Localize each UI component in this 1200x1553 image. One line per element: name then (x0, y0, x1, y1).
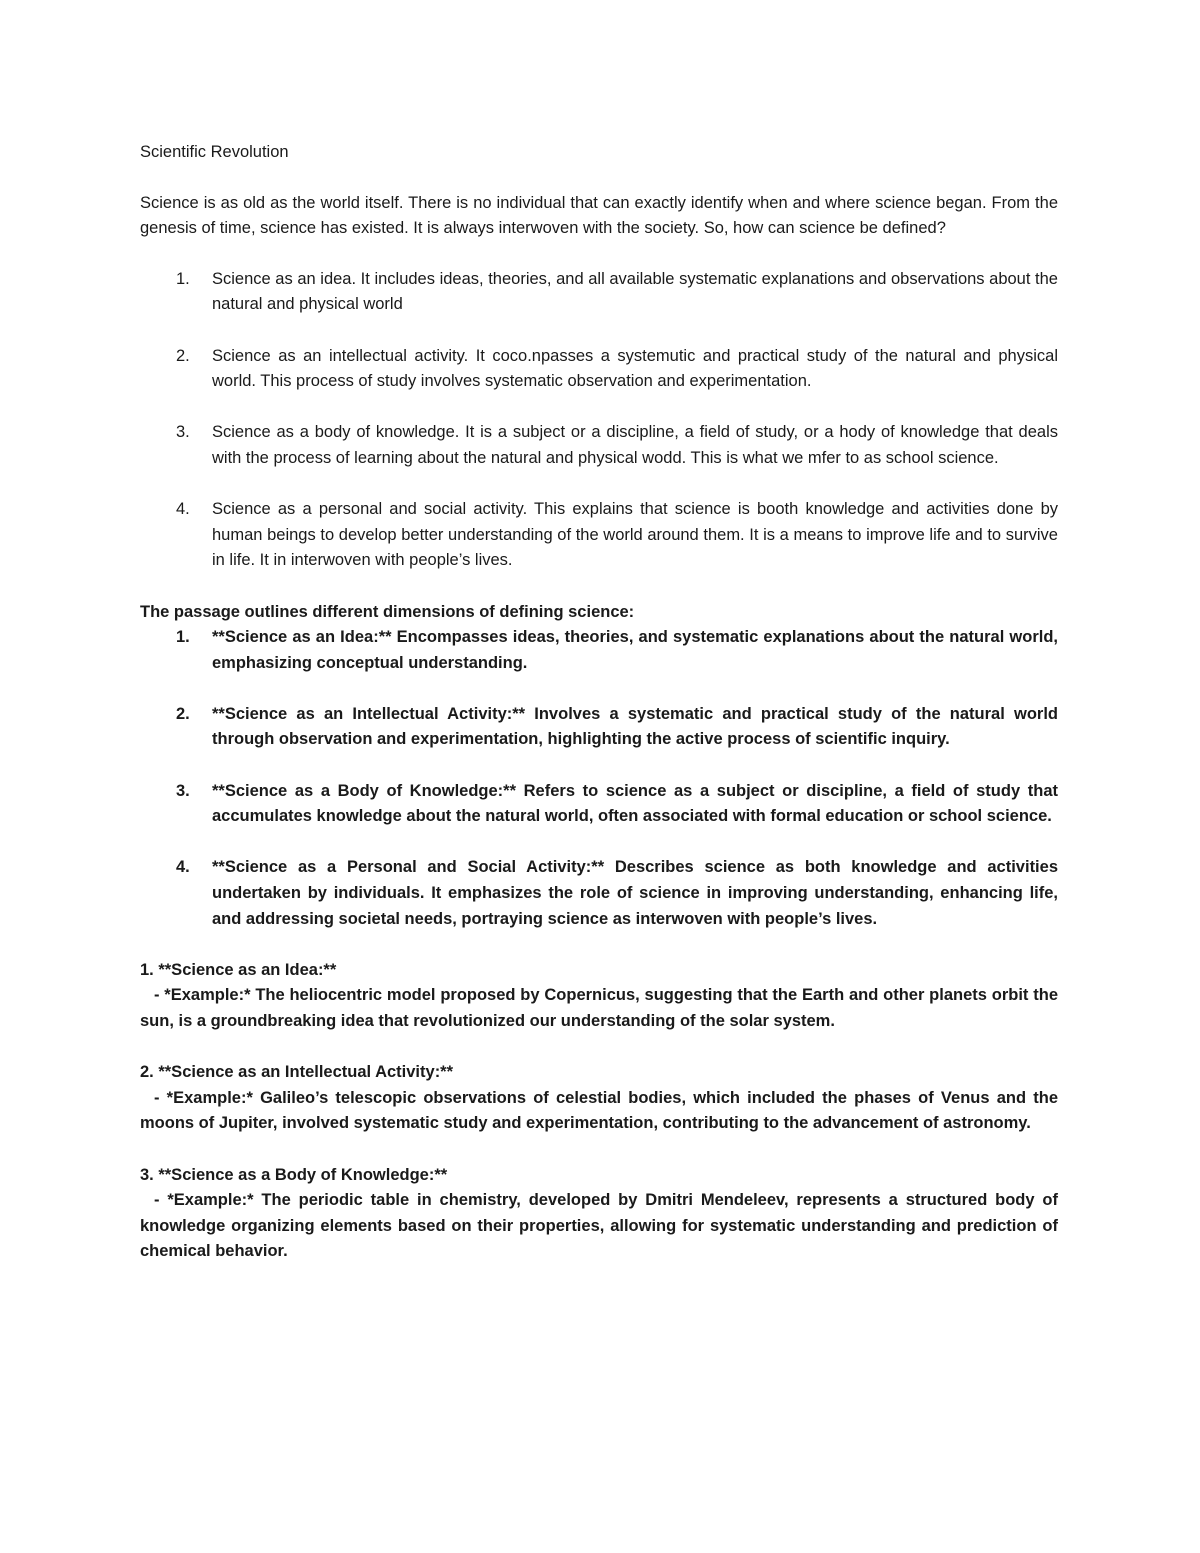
summary-text: **Science as an Idea:** Encompasses ideas, theories, and systematic explanations about the natural world, emphasizing conceptual understanding. (212, 628, 1058, 672)
definition-item (140, 344, 1058, 395)
definition-text: Science as a body of knowledge. It is a subject or a discipline, a field of study, or a hody of knowledge that deals with the process of learning about the natural and physical wodd. This is what we mfer to as school science. (212, 423, 1058, 467)
example-heading: 3. **Science as a Body of Knowledge:** (140, 1165, 448, 1184)
definition-text: Science as an idea. It includes ideas, theories, and all available systematic explanations and observations about the natural and physical world (212, 269, 1058, 314)
summary-item (140, 702, 1058, 753)
example-block (140, 1060, 1058, 1137)
example-body: - *Example:* The periodic table in chemistry, developed by Dmitri Mendeleev, represents a structured body of knowledge organizing elements based on their properties, allowing for systematic understanding and prediction of chemical behavior. (140, 1191, 1058, 1261)
intro-paragraph: Science is as old as the world itself. There is no individual that can exactly identify when and where science began. From the genesis of time, science has existed. It is always interwoven with the society. So, how can science be defined? (140, 193, 1058, 238)
example-heading: 2. **Science as an Intellectual Activity:** (140, 1063, 454, 1082)
definition-item (140, 420, 1058, 471)
list-number: 4. (176, 858, 190, 877)
list-number: 3. (176, 423, 190, 442)
summary-section (140, 600, 1058, 933)
summary-text: **Science as a Personal and Social Activity:** Describes science as both knowledge and activities undertaken by individuals. It emphasizes the role of science in improving understanding, enhancing life, and addressing societal needs, portraying science as interwoven with people’s lives. (212, 858, 1058, 928)
list-number: 4. (176, 500, 190, 519)
document-title: Scientific Revolution (140, 143, 289, 161)
summary-text: **Science as an Intellectual Activity:** Involves a systematic and practical study of the natural world through observation and experimentation, highlighting the active process of scientific inquiry. (212, 704, 1058, 749)
summary-item (140, 779, 1058, 830)
list-number: 2. (176, 704, 190, 723)
definition-text: Science as a personal and social activity. This explains that science is booth knowledge and activities done by human beings to develop better understanding of the world around them. It is a means to improve life and to survive in life. It in interwoven with people’s lives. (212, 500, 1058, 570)
summary-intro: The passage outlines different dimensions of defining science: (140, 602, 635, 621)
list-number: 1. (176, 628, 190, 647)
list-number: 1. (176, 269, 190, 288)
list-number: 3. (176, 781, 190, 800)
example-heading: 1. **Science as an Idea:** (140, 960, 337, 979)
example-block (140, 1163, 1058, 1265)
examples-section (140, 958, 1058, 1265)
example-body: - *Example:* The heliocentric model proposed by Copernicus, suggesting that the Earth and other planets orbit the sun, is a groundbreaking idea that revolutionized our understanding of the solar system. (140, 986, 1058, 1030)
summary-item (140, 855, 1058, 932)
summary-text: **Science as a Body of Knowledge:** Refers to science as a subject or discipline, a field of study that accumulates knowledge about the natural world, often associated with formal education or school science. (212, 781, 1058, 826)
summary-item (140, 625, 1058, 676)
summary-list (140, 625, 1058, 932)
list-number: 2. (176, 346, 190, 365)
definition-item (140, 267, 1058, 318)
example-block (140, 958, 1058, 1035)
definition-text: Science as an intellectual activity. It coco.npasses a systemutic and practical study of the natural and physical world. This process of study involves systematic observation and experimentation. (212, 346, 1058, 391)
definition-item (140, 497, 1058, 574)
definitions-list (140, 267, 1058, 574)
document-page (140, 140, 1058, 1291)
example-body: - *Example:* Galileo’s telescopic observations of celestial bodies, which included the phases of Venus and the moons of Jupiter, involved systematic study and experimentation, contributing to the advancement of astronomy. (140, 1088, 1058, 1133)
